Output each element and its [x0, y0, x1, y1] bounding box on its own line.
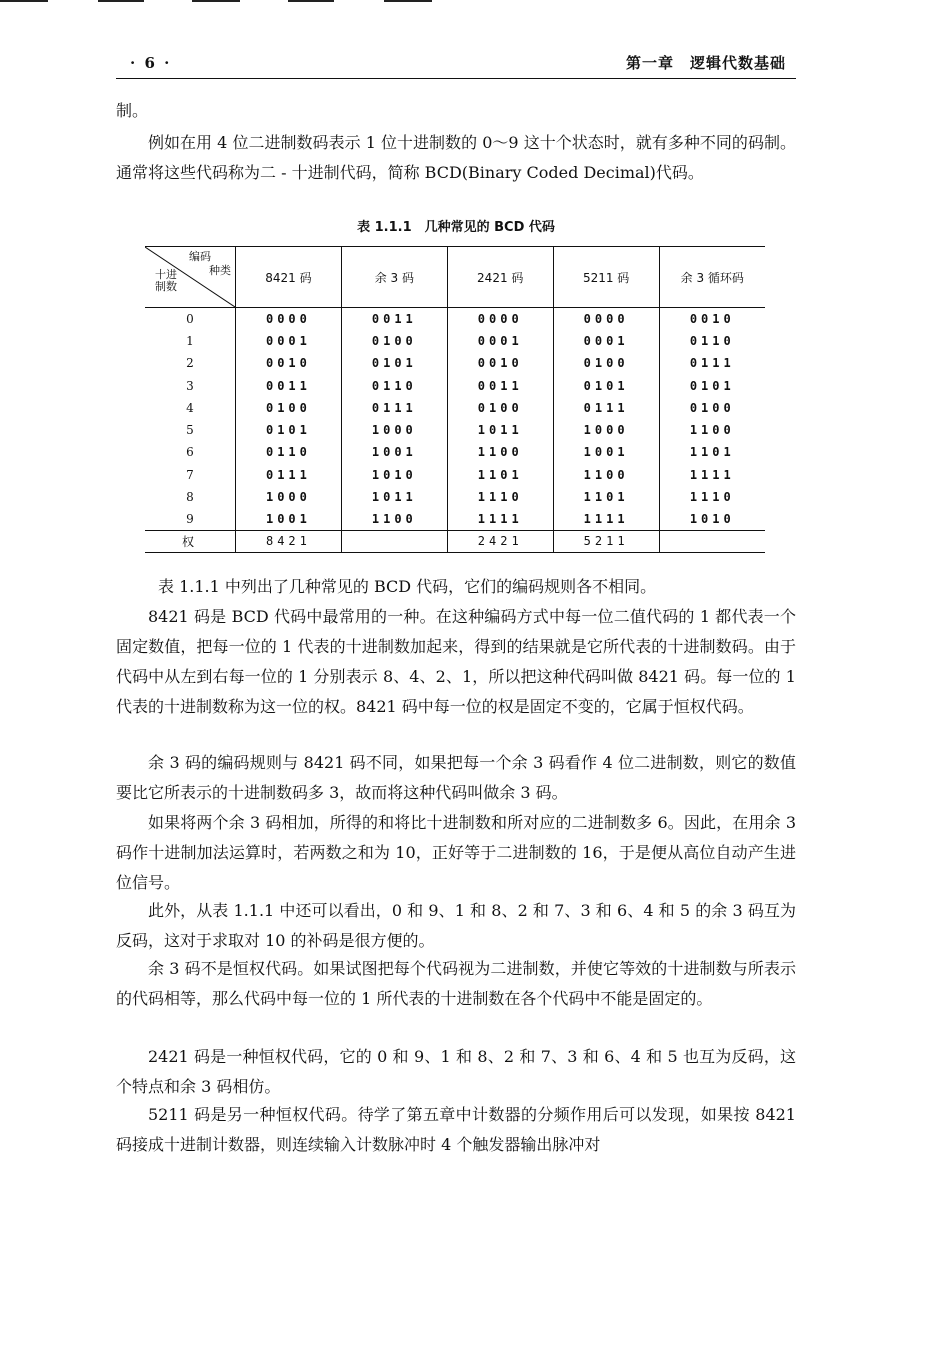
code-cell: 0010	[659, 308, 765, 330]
decimal-digit-cell: 4	[186, 400, 194, 415]
table-row	[145, 486, 765, 508]
code-cell: 0100	[236, 397, 342, 419]
code-cell: 0000	[553, 308, 659, 330]
table-row	[145, 330, 765, 352]
chapter-title: 第一章 逻辑代数基础	[625, 54, 786, 72]
bcd-code-table	[145, 246, 765, 553]
code-cell: 1010	[341, 464, 447, 486]
corner-label-type: 种类	[209, 264, 231, 277]
page-number: · 6 ·	[130, 54, 172, 72]
code-cell: 1111	[447, 508, 553, 530]
paragraph-continuation: 制。	[116, 101, 149, 120]
decimal-digit-cell: 3	[186, 378, 194, 393]
scan-artifact-bars	[0, 0, 952, 4]
code-cell: 0010	[236, 352, 342, 374]
weight-cell: 5211	[553, 530, 659, 552]
code-cell: 0110	[659, 330, 765, 352]
page-header	[116, 50, 796, 76]
corner-label-decimal: 十进制数	[155, 268, 177, 293]
decimal-digit-cell: 7	[186, 467, 194, 482]
weight-cell	[659, 530, 765, 552]
diagonal-header-cell	[145, 247, 236, 308]
decimal-digit-cell: 8	[186, 490, 194, 505]
code-cell: 0011	[236, 374, 342, 396]
paragraph-excess3-add: 如果将两个余 3 码相加，所得的和将比十进制数和所对应的二进制数多 6。因此，在用余 3 码作十进制加法运算时，若两数之和为 10，正好等于二进制数的 16，于是便从高位自动产生进位信号。	[116, 813, 796, 892]
code-cell: 1001	[236, 508, 342, 530]
paragraph-2421: 2421 码是一种恒权代码，它的 0 和 9、1 和 8、2 和 7、3 和 6、4 和 5 也互为反码，这个特点和余 3 码相仿。	[116, 1047, 796, 1096]
code-cell: 0001	[553, 330, 659, 352]
column-header: 5211 码	[553, 247, 659, 308]
code-cell: 0000	[447, 308, 553, 330]
code-cell: 1000	[341, 419, 447, 441]
paragraph-complement: 此外，从表 1.1.1 中还可以看出，0 和 9、1 和 8、2 和 7、3 和 6、4 和 5 的余 3 码互为反码，这对于求取对 10 的补码是很方便的。	[116, 901, 796, 950]
code-cell: 0011	[341, 308, 447, 330]
paragraph-intro: 例如在用 4 位二进制数码表示 1 位十进制数的 0～9 这十个状态时，就有多种不同的码制。通常将这些代码称为二 - 十进制代码，简称 BCD(Binary Coded Decimal)代码。	[116, 133, 796, 182]
decimal-digit-cell: 0	[186, 311, 194, 326]
code-cell: 1100	[447, 441, 553, 463]
table-row	[145, 464, 765, 486]
code-cell: 1100	[553, 464, 659, 486]
corner-label-code: 编码	[189, 250, 211, 263]
column-header: 8421 码	[236, 247, 342, 308]
table-row	[145, 374, 765, 396]
code-cell: 0101	[236, 419, 342, 441]
code-cell: 1100	[659, 419, 765, 441]
header-rule	[116, 78, 796, 79]
code-cell: 1001	[341, 441, 447, 463]
code-cell: 1111	[659, 464, 765, 486]
code-cell: 1101	[447, 464, 553, 486]
code-cell: 0101	[341, 352, 447, 374]
code-cell: 0111	[341, 397, 447, 419]
code-cell: 0100	[553, 352, 659, 374]
table-row	[145, 308, 765, 330]
code-cell: 0110	[341, 374, 447, 396]
table-row	[145, 508, 765, 530]
weight-cell: 2421	[447, 530, 553, 552]
code-cell: 1000	[553, 419, 659, 441]
code-cell: 0001	[447, 330, 553, 352]
weight-row	[145, 530, 765, 552]
weight-label: 权	[181, 534, 198, 549]
paragraph-8421: 8421 码是 BCD 代码中最常用的一种。在这种编码方式中每一位二值代码的 1 都代表一个固定数值，把每一位的 1 代表的十进制数加起来，得到的结果就是它所代表的十进制数码。由于代码中从左到右每一位的 1 分别表示 8、4、2、1，所以把这种代码叫做 8421 码。每一位的 1 代表的十进制数称为这一位的权。8421 码中每一位的权是固定不变的，它属于恒权代码。	[116, 607, 796, 716]
table-row	[145, 397, 765, 419]
code-cell: 1100	[341, 508, 447, 530]
code-cell: 0111	[553, 397, 659, 419]
code-cell: 0110	[236, 441, 342, 463]
code-cell: 1000	[236, 486, 342, 508]
weight-cell: 8421	[236, 530, 342, 552]
code-cell: 0111	[236, 464, 342, 486]
column-header: 余 3 码	[341, 247, 447, 308]
decimal-digit-cell: 9	[186, 512, 194, 527]
paragraph-table-intro: 表 1.1.1 中列出了几种常见的 BCD 代码，它们的编码规则各不相同。	[158, 577, 657, 596]
code-cell: 0000	[236, 308, 342, 330]
table-caption: 表 1.1.1 几种常见的 BCD 代码	[357, 220, 555, 235]
weight-cell	[341, 530, 447, 552]
code-cell: 0111	[659, 352, 765, 374]
code-cell: 0101	[553, 374, 659, 396]
paragraph-nonweighted: 余 3 码不是恒权代码。如果试图把每个代码视为二进制数，并使它等效的十进制数与所表示的代码相等，那么代码中每一位的 1 所代表的十进制数在各个代码中不能是固定的。	[116, 959, 796, 1008]
code-cell: 1101	[553, 486, 659, 508]
code-cell: 0101	[659, 374, 765, 396]
decimal-digit-cell: 1	[186, 333, 194, 348]
code-cell: 1110	[659, 486, 765, 508]
paragraph-excess3: 余 3 码的编码规则与 8421 码不同，如果把每一个余 3 码看作 4 位二进制数，则它的数值要比它所表示的十进制数码多 3，故而将这种代码叫做余 3 码。	[116, 753, 796, 802]
paragraph-5211: 5211 码是另一种恒权代码。待学了第五章中计数器的分频作用后可以发现，如果按 8421 码接成十进制计数器，则连续输入计数脉冲时 4 个触发器输出脉冲对	[116, 1105, 796, 1154]
table-row	[145, 352, 765, 374]
code-cell: 1101	[659, 441, 765, 463]
code-cell: 1010	[659, 508, 765, 530]
table-header-row	[145, 247, 765, 308]
column-header: 2421 码	[447, 247, 553, 308]
decimal-digit-cell: 2	[186, 356, 194, 371]
code-cell: 1011	[447, 419, 553, 441]
code-cell: 0100	[659, 397, 765, 419]
table-row	[145, 419, 765, 441]
code-cell: 1001	[553, 441, 659, 463]
code-cell: 1111	[553, 508, 659, 530]
code-cell: 0100	[447, 397, 553, 419]
code-cell: 0001	[236, 330, 342, 352]
code-cell: 1011	[341, 486, 447, 508]
code-cell: 1110	[447, 486, 553, 508]
code-cell: 0100	[341, 330, 447, 352]
code-cell: 0011	[447, 374, 553, 396]
column-header: 余 3 循环码	[659, 247, 765, 308]
table-row	[145, 441, 765, 463]
decimal-digit-cell: 5	[186, 423, 194, 438]
decimal-digit-cell: 6	[186, 445, 194, 460]
code-cell: 0010	[447, 352, 553, 374]
